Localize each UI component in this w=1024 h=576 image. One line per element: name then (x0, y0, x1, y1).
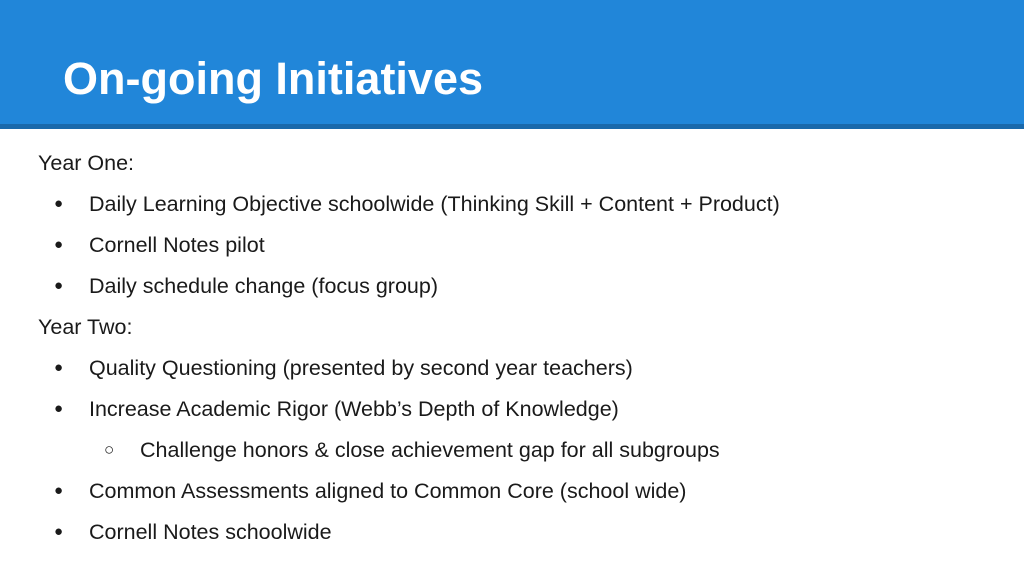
bullet-item (38, 349, 998, 390)
bullet-disc-icon: ● (54, 277, 64, 294)
bullet-item (38, 185, 998, 226)
bullet-item (38, 226, 998, 267)
section-heading-year-two (38, 308, 998, 349)
bullet-item-text: Increase Academic Rigor (Webb’s Depth of Knowledge) (89, 397, 619, 421)
bullet-disc-icon: ● (54, 523, 64, 540)
bullet-item (38, 390, 998, 431)
slide-body (38, 144, 998, 554)
bullet-circle-icon: ○ (104, 440, 115, 459)
bullet-item (38, 472, 998, 513)
bullet-item-text: Daily Learning Objective schoolwide (Thinking Skill + Content + Product) (89, 192, 780, 216)
title-bar-divider (0, 124, 1024, 129)
bullet-item-text: Common Assessments aligned to Common Core (school wide) (89, 479, 687, 503)
bullet-item-text: Cornell Notes pilot (89, 233, 265, 257)
bullet-disc-icon: ● (54, 400, 64, 417)
bullet-item-text: Daily schedule change (focus group) (89, 274, 438, 298)
bullet-disc-icon: ● (54, 482, 64, 499)
sub-bullet-item (38, 431, 998, 472)
sub-bullet-item-text: Challenge honors & close achievement gap for all subgroups (140, 438, 720, 462)
bullet-item-text: Cornell Notes schoolwide (89, 520, 332, 544)
section-heading-text: Year Two: (38, 315, 133, 339)
bullet-disc-icon: ● (54, 236, 64, 253)
bullet-item (38, 513, 998, 554)
bullet-disc-icon: ● (54, 359, 64, 376)
bullet-item-text: Quality Questioning (presented by second year teachers) (89, 356, 633, 380)
section-heading-year-one (38, 144, 998, 185)
slide-title: On-going Initiatives (63, 53, 484, 104)
bullet-item (38, 267, 998, 308)
bullet-disc-icon: ● (54, 195, 64, 212)
section-heading-text: Year One: (38, 151, 135, 175)
